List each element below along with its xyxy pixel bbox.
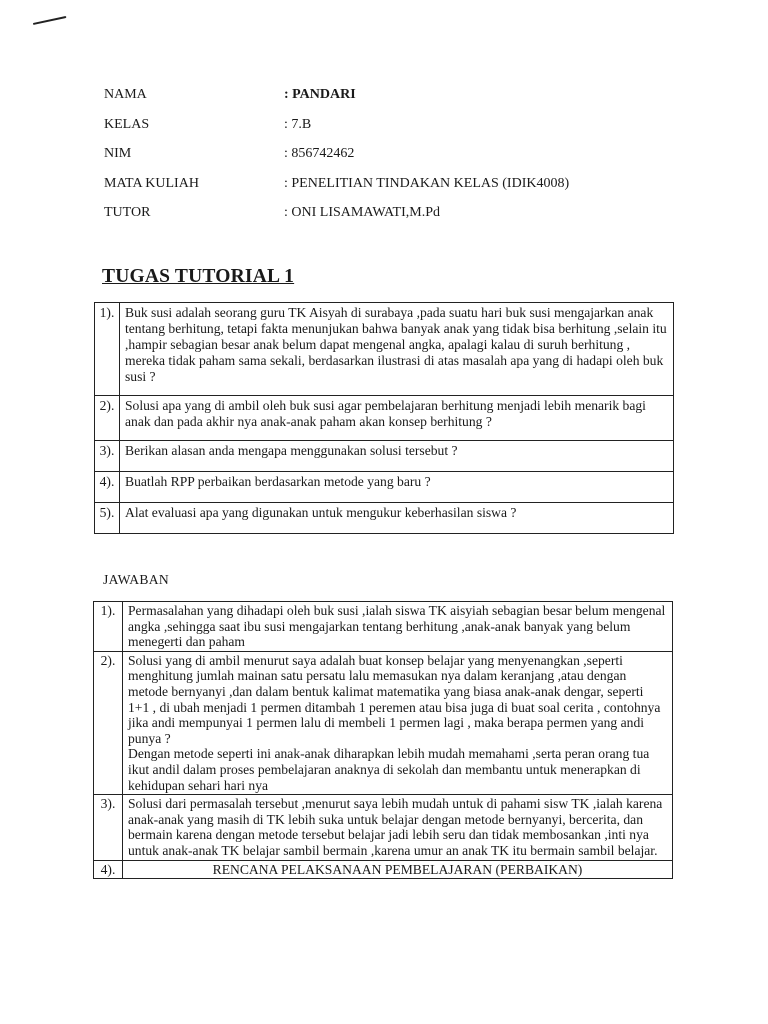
- question-number: 4).: [95, 472, 120, 503]
- answers-heading: JAWABAN: [103, 572, 169, 587]
- info-label: MATA KULIAH: [104, 175, 199, 191]
- answer-text: Permasalahan yang dihadapi oleh buk susi ,ialah siswa TK aisyiah sebagian besar belum mengenal angka ,sehingga saat ibu susi mengajarkan tentang berhitung ,anak-anak banyak yang belum menegerti dan paham: [123, 602, 673, 652]
- question-number: 3).: [95, 441, 120, 472]
- question-text: Berikan alasan anda mengapa menggunakan solusi tersebut ?: [120, 441, 674, 472]
- answer-text: Solusi yang di ambil menurut saya adalah buat konsep belajar yang menyenangkan ,seperti menghitung jumlah mainan satu persatu lalu memasukan nya dalam keranjang ,atau dengan metode bernyanyi ,dan dalam bentuk kalimat matematika yang biasa anak-anak dengar, seperti 1+1 , di ubah menjadi 1 permen ditambah 1 peremen atau bisa juga di buat soal cerita , contohnya jika andi mempunyai 1 permen lalu di membeli 1 permen lagi , maka berapa permen yang andi punya ?: [128, 652, 661, 746]
- table-row: [94, 860, 673, 879]
- info-value: : ONI LISAMAWATI,M.Pd: [284, 205, 440, 221]
- answer-text: Solusi dari permasalah tersebut ,menurut saya lebih mudah untuk di pahami sisw TK ,ialah karena anak-anak yang masih di TK lebih suka untuk belajar dengan metode bernyanyi, bercerita, dan bermain karena dengan metode tersebut belajar jadi lebih seru dan tidak membosankan ,inti nya untuk anak-anak TK belajar sambil bermain ,karena umur an anak TK itu bermain sambil belajar.: [123, 795, 673, 860]
- info-label: NIM: [104, 146, 132, 162]
- answer-number: 1).: [94, 602, 123, 652]
- question-text: Alat evaluasi apa yang digunakan untuk mengukur keberhasilan siswa ?: [120, 503, 674, 534]
- question-text: Buatlah RPP perbaikan berdasarkan metode yang baru ?: [120, 472, 674, 503]
- student-info: [104, 86, 664, 234]
- pen-stroke-mark: [33, 16, 67, 25]
- table-row: [95, 303, 674, 396]
- answers-table: [93, 601, 673, 879]
- answer-cell: [123, 651, 673, 794]
- answer-number: 4).: [94, 860, 123, 879]
- table-row: [95, 441, 674, 472]
- info-label: NAMA: [104, 87, 147, 102]
- info-value: : PENELITIAN TINDAKAN KELAS (IDIK4008): [284, 175, 570, 191]
- answer-text: RENCANA PELAKSANAAN PEMBELAJARAN (PERBAIKAN): [123, 860, 673, 879]
- info-row-tutor: [104, 204, 664, 234]
- info-row-nim: [104, 145, 664, 175]
- info-row-mata-kuliah: [104, 175, 664, 205]
- info-value: : 856742462: [284, 146, 355, 162]
- answer-text-continued: Dengan metode seperti ini anak-anak diharapkan lebih mudah memahami ,serta peran orang tua ikut andil dalam proses pembelajaran anaknya di sekolah dan membantu untuk menerapkan di kehidupan sehari hari nya: [128, 746, 650, 793]
- table-row: [94, 602, 673, 652]
- question-number: 2).: [95, 396, 120, 441]
- questions-table: [94, 302, 674, 534]
- info-label: TUTOR: [104, 205, 151, 221]
- table-row: [95, 472, 674, 503]
- info-value: : 7.B: [284, 116, 312, 132]
- page-title: TUGAS TUTORIAL 1: [102, 266, 295, 287]
- table-row: [95, 396, 674, 441]
- info-value: : PANDARI: [284, 87, 356, 102]
- answer-number: 3).: [94, 795, 123, 860]
- info-row-kelas: [104, 116, 664, 146]
- info-label: KELAS: [104, 116, 150, 132]
- info-row-nama: [104, 86, 664, 116]
- table-row: [95, 503, 674, 534]
- question-text: Buk susi adalah seorang guru TK Aisyah di surabaya ,pada suatu hari buk susi mengajarkan anak tentang berhitung, tetapi fakta menunjukan bahwa banyak anak yang tidak bisa berhitung ,selain itu ,hampir sebagian besar anak belum dapat mengenal angka, apalagi kalau di suruh berhitung , mereka tidak paham sama sekali, berdasarkan ilustrasi di atas masalah apa yang di hadapi oleh buk susi ?: [120, 303, 674, 396]
- answer-number: 2).: [94, 651, 123, 794]
- table-row: [94, 651, 673, 794]
- question-number: 1).: [95, 303, 120, 396]
- question-text: Solusi apa yang di ambil oleh buk susi agar pembelajaran berhitung menjadi lebih menarik bagi anak dan pada akhir nya anak-anak paham akan konsep berhitung ?: [120, 396, 674, 441]
- question-number: 5).: [95, 503, 120, 534]
- table-row: [94, 795, 673, 860]
